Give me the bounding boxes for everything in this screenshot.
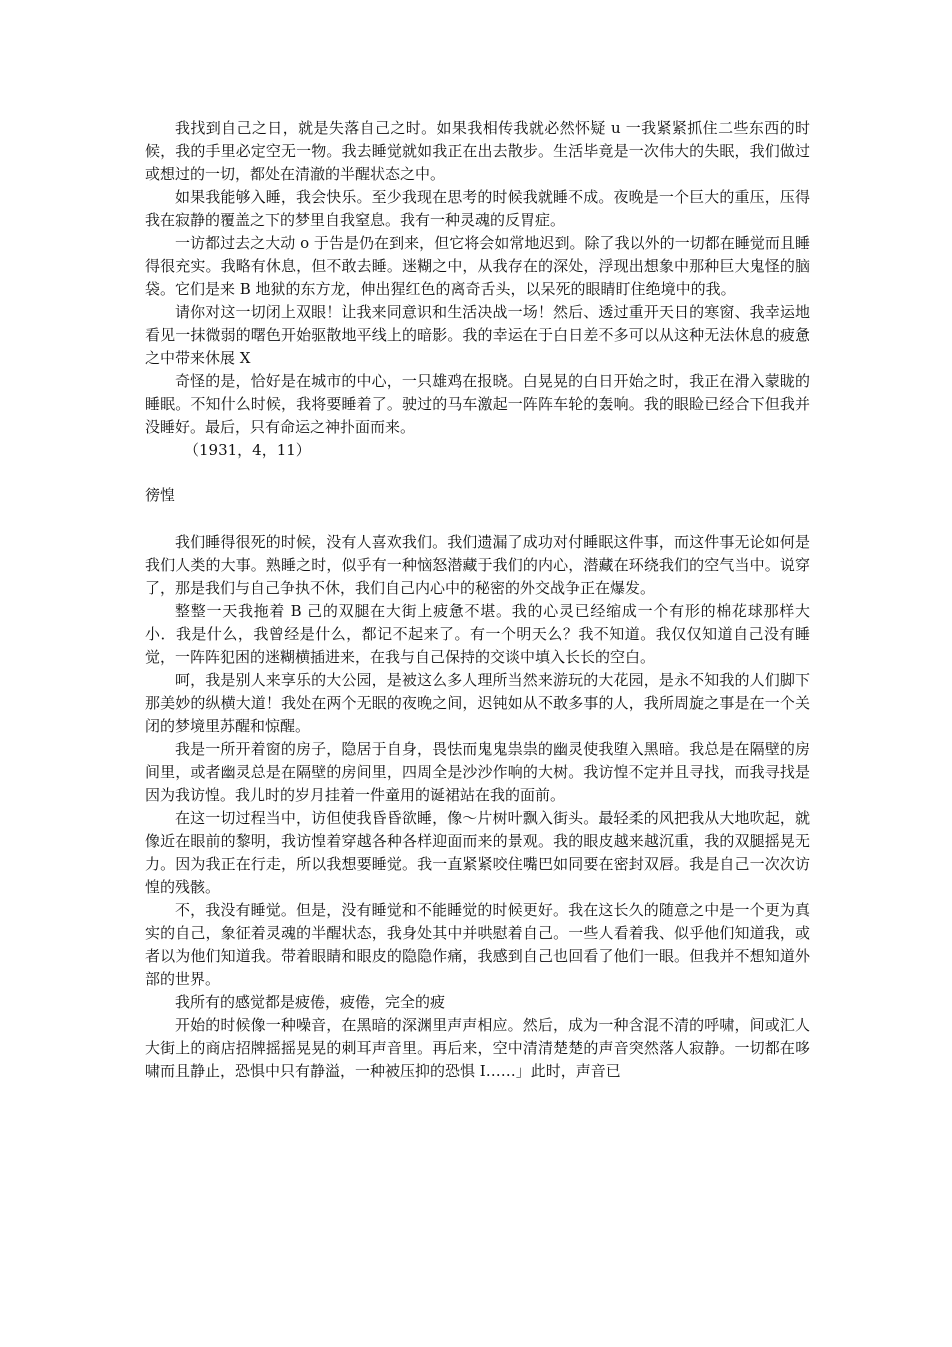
document-body — [145, 117, 810, 1083]
paragraph: 呵，我是别人来享乐的大公园，是被这么多人理所当然来游玩的大花园，是永不知我的人们脚下那美妙的纵横大道！我处在两个无眠的夜晚之间，迟钝如从不敢多事的人，我所周旋之事是在一个关闭的梦境里苏醒和惊醒。 — [145, 671, 810, 735]
paragraph: 一访都过去之大动 o 于告是仍在到来，但它将会如常地迟到。除了我以外的一切都在睡觉而且睡得很充实。我略有休息，但不敢去睡。迷糊之中，从我存在的深处，浮现出想象中那种巨大鬼怪的脑袋。它们是来 B 地狱的东方龙，伸出猩红色的离奇舌头，以呆死的眼睛盯住绝境中的我。 — [145, 234, 810, 298]
paragraph: 我是一所开着窗的房子，隐居于自身，畏怯而鬼鬼祟祟的幽灵使我堕入黑暗。我总是在隔壁的房间里，或者幽灵总是在隔壁的房间里，四周全是沙沙作响的大树。我访惶不定并且寻找，而我寻找是因为我访惶。我儿时的岁月挂着一件童用的诞裙站在我的面前。 — [145, 740, 810, 804]
paragraph: 如果我能够入睡，我会快乐。至少我现在思考的时候我就睡不成。夜晚是一个巨大的重压，压得我在寂静的覆盖之下的梦里自我窒息。我有一种灵魂的反胃症。 — [145, 188, 810, 229]
paragraph: 不，我没有睡觉。但是，没有睡觉和不能睡觉的时候更好。我在这长久的随意之中是一个更为真实的自己，象征着灵魂的半醒状态，我身处其中并哄慰着自己。一些人看着我、似乎他们知道我，或者以为他们知道我。带着眼睛和眼皮的隐隐作痛，我感到自己也回看了他们一眼。但我并不想知道外部的世界。 — [145, 901, 810, 988]
paragraph: 我们睡得很死的时候，没有人喜欢我们。我们遗漏了成功对付睡眠这件事，而这件事无论如何是我们人类的大事。熟睡之时，似乎有一种恼怒潜藏于我们的内心，潜藏在环绕我们的空气当中。说穿了，那是我们与自己争执不休，我们自己内心中的秘密的外交战争正在爆发。 — [145, 533, 810, 597]
date-line: （1931，4，11） — [184, 441, 311, 459]
paragraph: 我找到自己之日，就是失落自己之时。如果我相传我就必然怀疑 u 一我紧紧抓住二些东西的时候，我的手里必定空无一物。我去睡觉就如我正在出去散步。生活毕竟是一次伟大的失眠，我们做过或想过的一切，都处在清澈的半醒状态之中。 — [145, 119, 810, 183]
paragraph: 奇怪的是，恰好是在城市的中心，一只雄鸡在报晓。白晃晃的白日开始之时，我正在滑入蒙眬的睡眠。不知什么时候，我将要睡着了。驶过的马车激起一阵阵车轮的轰响。我的眼睑已经合下但我并没睡好。最后，只有命运之神扑面而来。 — [145, 372, 810, 436]
paragraph: 请你对这一切闭上双眼！让我来同意识和生活决战一场！然后、透过重开天日的寒窗、我幸运地看见一抹微弱的曙色开始驱散地平线上的暗影。我的幸运在于白日差不多可以从这种无法休息的疲惫之中带来休展 X — [145, 303, 810, 367]
paragraph: 整整一天我拖着 B 己的双腿在大街上疲惫不堪。我的心灵已经缩成一个有形的棉花球那样大小．我是什么，我曾经是什么，都记不起来了。有一个明天么？我不知道。我仅仅知道自己没有睡觉，一阵阵犯困的迷糊横插进来，在我与自己保持的交谈中填入长长的空白。 — [145, 602, 810, 666]
paragraph: 在这一切过程当中，访但使我昏昏欲睡，像～片树叶飘入街头。最轻柔的风把我从大地吹起，就像近在眼前的黎明，我访惶着穿越各种各样迎面而来的景观。我的眼皮越来越沉重，我的双腿摇晃无力。因为我正在行走，所以我想要睡觉。我一直紧紧咬住嘴巴如同要在密封双唇。我是自己一次次访惶的残骸。 — [145, 809, 810, 896]
paragraph: 开始的时候像一种噪音，在黑暗的深渊里声声相应。然后，成为一种含混不清的呼啸，间或汇人大街上的商店招牌摇摇晃晃的刺耳声音里。再后来，空中清清楚楚的声音突然落人寂静。一切都在哆啸而且静止，恐惧中只有静溢，一种被压抑的恐惧 I……」此时，声音已 — [145, 1016, 810, 1080]
paragraph: 我所有的感觉都是疲倦，疲倦，完全的疲 — [175, 993, 446, 1011]
section-title: 徬惶 — [145, 486, 176, 504]
section-body — [145, 531, 810, 1083]
